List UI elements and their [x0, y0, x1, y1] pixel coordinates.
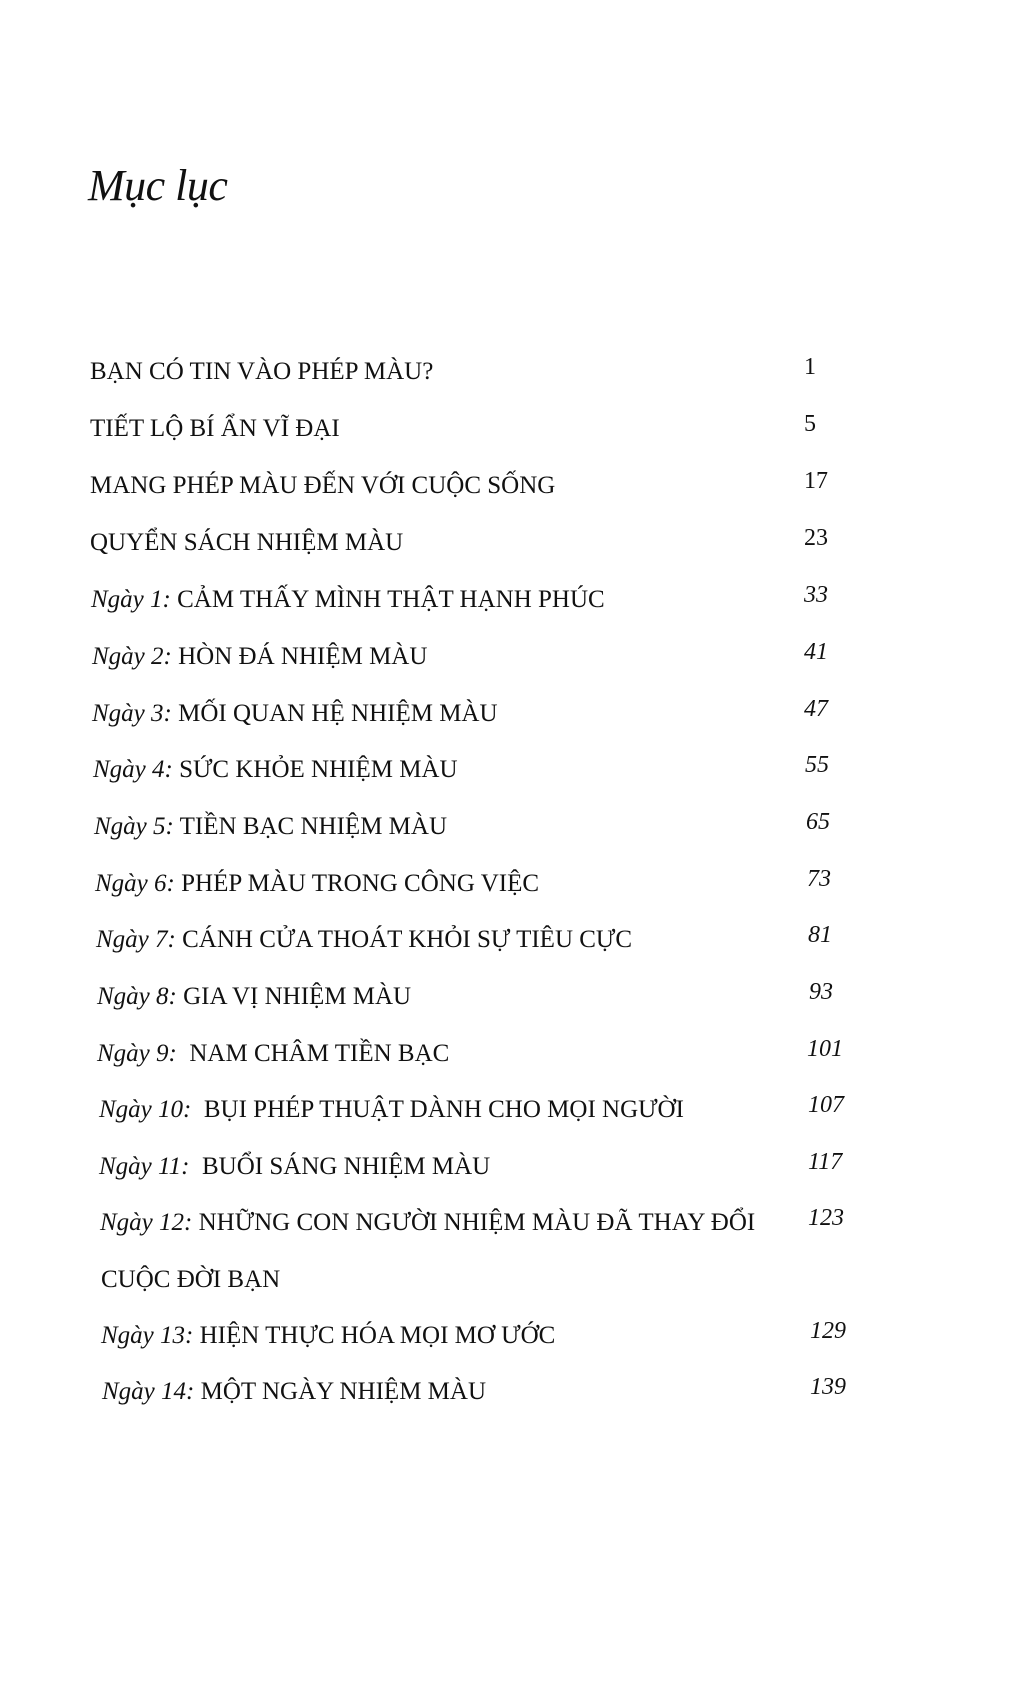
toc-entry-title: MANG PHÉP MÀU ĐẾN VỚI CUỘC SỐNG — [90, 472, 556, 499]
toc-entry-page: 101 — [807, 1036, 843, 1062]
toc-entry-prefix: Ngày 2: — [92, 643, 172, 670]
toc-entry-label — [100, 1209, 755, 1237]
toc-entry-prefix: Ngày 12: — [100, 1209, 193, 1236]
toc-entry-page: 33 — [804, 582, 828, 608]
toc-entry-title: PHÉP MÀU TRONG CÔNG VIỆC — [174, 870, 540, 897]
toc-entry-page: 5 — [804, 411, 816, 437]
page-title: Mục lục — [88, 161, 228, 210]
toc-entry-title: TIẾT LỘ BÍ ẨN VĨ ĐẠI — [90, 415, 340, 442]
toc-entry-label — [90, 529, 403, 557]
toc-entry-prefix: Ngày 5: — [94, 813, 174, 840]
toc-entry-label — [94, 813, 447, 841]
toc-entry-label — [90, 358, 433, 386]
toc-entry-page: 55 — [805, 752, 829, 778]
toc-entry-label — [90, 415, 340, 443]
toc-entry-label — [99, 1096, 684, 1124]
toc-entry-title: HIỆN THỰC HÓA MỌI MƠ ƯỚC — [193, 1322, 556, 1349]
toc-entry-prefix: Ngày 3: — [92, 700, 172, 727]
toc-entry-label — [91, 586, 605, 614]
toc-entry-title: BẠN CÓ TIN VÀO PHÉP MÀU? — [90, 358, 434, 385]
toc-entry-title: GIA VỊ NHIỆM MÀU — [176, 983, 412, 1010]
toc-entry-prefix: Ngày 9: — [97, 1040, 177, 1067]
toc-entry-page: 17 — [804, 468, 828, 494]
toc-entry-prefix: Ngày 8: — [97, 983, 177, 1010]
toc-entry-prefix: Ngày 13: — [101, 1322, 194, 1349]
toc-entry-prefix: Ngày 14: — [102, 1378, 195, 1405]
toc-entry-label — [92, 643, 427, 671]
toc-entry-title: MỐI QUAN HỆ NHIỆM MÀU — [171, 700, 498, 727]
toc-entry-title: SỨC KHỎE NHIỆM MÀU — [172, 756, 458, 783]
toc-entry-label — [97, 983, 411, 1011]
toc-entry-title: CẢM THẤY MÌNH THẬT HẠNH PHÚC — [170, 586, 605, 613]
toc-entry-page: 117 — [808, 1149, 843, 1175]
toc-entry-title: MỘT NGÀY NHIỆM MÀU — [194, 1378, 487, 1405]
toc-entry-page: 123 — [808, 1205, 844, 1231]
toc-entry-label — [101, 1266, 280, 1294]
toc-entry-title: CÁNH CỬA THOÁT KHỎI SỰ TIÊU CỰC — [175, 926, 632, 953]
toc-entry-label — [90, 472, 555, 500]
toc-entry-prefix: Ngày 1: — [91, 586, 171, 613]
toc-entry-page: 73 — [807, 866, 831, 892]
toc-entry-label — [96, 926, 632, 954]
toc-entry-prefix: Ngày 11: — [99, 1153, 190, 1180]
toc-entry-label — [95, 870, 539, 898]
toc-entry-label — [97, 1040, 449, 1068]
toc-entry-page: 23 — [804, 525, 828, 551]
toc-entry-page: 47 — [804, 696, 828, 722]
toc-entry-label — [93, 756, 458, 784]
toc-entry-page: 139 — [810, 1374, 846, 1400]
toc-entry-label — [99, 1153, 490, 1181]
toc-entry-title: CUỘC ĐỜI BẠN — [101, 1266, 281, 1293]
toc-entry-title: NHỮNG CON NGƯỜI NHIỆM MÀU ĐÃ THAY ĐỔI — [192, 1209, 756, 1236]
toc-entry-prefix: Ngày 10: — [99, 1096, 192, 1123]
toc-entry-prefix: Ngày 7: — [96, 926, 176, 953]
toc-entry-label — [92, 700, 498, 728]
toc-entry-title: NAM CHÂM TIỀN BẠC — [176, 1040, 450, 1067]
toc-entry-page: 65 — [806, 809, 830, 835]
toc-entry-label — [101, 1322, 555, 1350]
toc-entry-page: 107 — [808, 1092, 844, 1118]
toc-entry-page: 1 — [804, 354, 816, 380]
toc-entry-title: TIỀN BẠC NHIỆM MÀU — [173, 813, 448, 840]
toc-entry-page: 81 — [808, 922, 832, 948]
toc-entry-title: HÒN ĐÁ NHIỆM MÀU — [171, 643, 428, 670]
toc-entry-title: QUYỂN SÁCH NHIỆM MÀU — [90, 529, 404, 556]
toc-entry-page: 129 — [810, 1318, 846, 1344]
toc-entry-prefix: Ngày 6: — [95, 870, 175, 897]
toc-entry-prefix: Ngày 4: — [93, 756, 173, 783]
toc-entry-label — [102, 1378, 486, 1406]
toc-entry-page: 93 — [809, 979, 833, 1005]
toc-entry-title: BỤI PHÉP THUẬT DÀNH CHO MỌI NGƯỜI — [191, 1096, 684, 1123]
toc-entry-page: 41 — [804, 639, 828, 665]
toc-entry-title: BUỔI SÁNG NHIỆM MÀU — [189, 1153, 491, 1180]
